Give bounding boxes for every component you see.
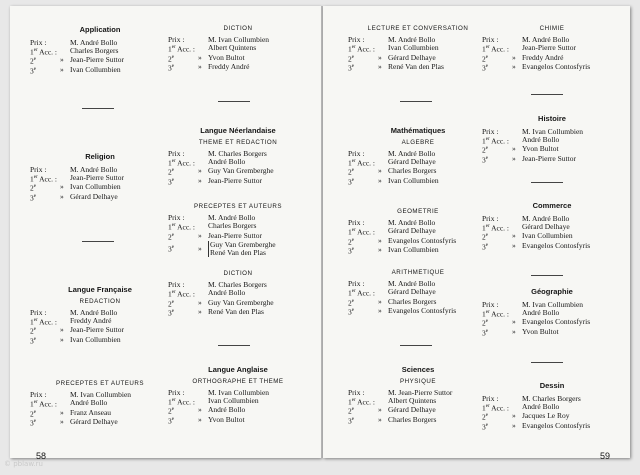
ditto-mark [512, 301, 522, 309]
award-row [30, 193, 170, 203]
ditto-mark: » [198, 175, 202, 185]
ditto-mark: » [198, 414, 202, 424]
award-rank: 2e [348, 54, 354, 64]
award-rank: 2e [482, 145, 488, 155]
award-rank: 3e [348, 307, 354, 317]
ditto-mark: » [378, 52, 382, 62]
ditto-mark: » [60, 417, 64, 427]
award-name: Ivan Collumbien [70, 182, 121, 191]
award-rank: 1er Acc. : [168, 289, 196, 299]
award-rank: 2e [168, 299, 174, 309]
separator-rule [400, 345, 432, 346]
ditto-mark: » [512, 62, 516, 72]
award-rank: 2e [482, 54, 488, 64]
ditto-mark: » [60, 182, 64, 191]
ditto-mark [198, 214, 208, 222]
section-subheading: THEME ET REDACTION [198, 138, 278, 146]
section-heading: PRECEPTES ET AUTEURS [194, 203, 282, 210]
ditto-mark [198, 36, 208, 44]
award-rank: Prix : [168, 148, 185, 158]
award-name: M. Ivan Collumbien [522, 299, 584, 309]
ditto-mark [378, 150, 388, 158]
section-heading: DICTION [223, 270, 253, 277]
prize-section [168, 26, 308, 73]
section-heading: Géographie [531, 287, 573, 296]
prize-section [482, 26, 622, 73]
award-name: Ivan Collumbien [388, 245, 439, 255]
award-name: René Van den Plas [210, 248, 266, 258]
award-name: André Bollo [208, 405, 246, 415]
ditto-mark: » [378, 235, 382, 245]
award-name: Jean-Pierre Suttor [70, 172, 124, 182]
award-rank: Prix : [348, 148, 365, 158]
award-rank: 1er Acc. : [168, 397, 196, 407]
separator-rule [218, 101, 250, 102]
award-name: Evangelos Contosfyris [522, 420, 591, 430]
ditto-mark: » [512, 144, 516, 153]
award-rank: 1er Acc. : [168, 44, 196, 54]
award-name: Evangelos Contosfyris [388, 235, 457, 245]
award-rank: 1er Acc. : [348, 227, 376, 237]
award-rank: 1er Acc. : [30, 317, 58, 327]
ditto-mark [378, 219, 388, 227]
award-rank: Prix : [168, 280, 185, 290]
award-name: M. Charles Borgers [208, 280, 267, 290]
section-heading: LECTURE ET CONVERSATION [367, 25, 469, 32]
ditto-mark: » [378, 166, 382, 176]
award-rank: 3e [168, 308, 174, 318]
ditto-mark: » [198, 166, 202, 176]
award-rank: 3e [348, 416, 354, 426]
award-name: Guy Van Gremberghe [208, 166, 274, 176]
award-name: Guy Van Gremberghe [210, 240, 276, 250]
award-name: M. André Bollo [388, 279, 436, 289]
ditto-mark [378, 280, 388, 288]
award-name: M. André Bollo [70, 164, 118, 174]
award-rank: 3e [168, 244, 174, 254]
section-heading: CHIMIE [539, 25, 565, 32]
award-rank: Prix : [482, 393, 499, 403]
award-rank: 3e [482, 422, 488, 431]
award-name: Ivan Collumbien [388, 43, 439, 53]
award-name: Ivan Collumbien [70, 334, 121, 344]
award-name: André Bollo [522, 307, 560, 317]
award-rank: 3e [348, 246, 354, 256]
section-heading: DICTION [223, 25, 253, 32]
section-heading: ARITHMETIQUE [391, 269, 445, 276]
award-rank: 1er Acc. : [30, 174, 58, 183]
ditto-mark: » [512, 52, 516, 62]
award-rank: 3e [482, 63, 488, 73]
award-rank: Prix : [348, 35, 365, 45]
award-rank: Prix : [168, 213, 185, 223]
award-name: Evangelos Contosfyris [522, 240, 591, 250]
ditto-mark: » [198, 307, 202, 317]
award-name: André Bollo [522, 401, 560, 411]
award-row [348, 177, 488, 187]
ditto-mark: » [198, 52, 202, 62]
award-name: Gérard Delhaye [388, 287, 436, 297]
separator-rule [531, 182, 563, 183]
prize-section [30, 26, 170, 75]
award-rank: 2e [168, 232, 174, 242]
award-name: M. André Bollo [70, 37, 118, 47]
separator-rule [400, 101, 432, 102]
ditto-mark [512, 36, 522, 44]
award-row [30, 336, 170, 346]
ditto-mark: » [198, 244, 202, 254]
prize-section [30, 286, 170, 345]
award-name: M. Charles Borgers [208, 148, 267, 158]
prize-section [168, 204, 308, 257]
award-rank: Prix : [482, 35, 499, 45]
ditto-mark: » [60, 407, 64, 417]
award-name: Yvon Bultot [208, 52, 245, 62]
award-rank: 2e [30, 326, 36, 336]
award-rank: 1er Acc. : [348, 44, 376, 54]
award-rank: 2e [482, 232, 488, 242]
award-rank: 3e [168, 416, 174, 426]
award-rank: 1er Acc. : [348, 288, 376, 298]
ditto-mark [198, 389, 208, 397]
prize-section [348, 366, 488, 425]
award-name: Charles Borgers [388, 414, 437, 424]
award-name: Ivan Collumbien [70, 64, 121, 74]
ditto-mark: » [512, 231, 516, 240]
section-heading: Commerce [532, 201, 572, 210]
ditto-mark [512, 395, 522, 403]
award-row [482, 422, 622, 432]
award-name: Charles Borgers [208, 221, 257, 231]
award-rank: 2e [482, 412, 488, 422]
award-name: Gérard Delhaye [388, 405, 436, 415]
ditto-mark: » [60, 334, 64, 344]
ditto-mark [60, 391, 70, 399]
ditto-mark [198, 281, 208, 289]
ditto-mark: » [378, 175, 382, 185]
award-name: M. André Bollo [208, 213, 256, 223]
ditto-mark [198, 150, 208, 158]
award-rank: 2e [482, 318, 488, 328]
separator-rule [82, 108, 114, 109]
award-name: M. Ivan Collumbien [522, 126, 584, 136]
ditto-mark: » [512, 326, 516, 336]
award-rank: 1er Acc. : [168, 222, 196, 232]
award-rank: 2e [348, 406, 354, 416]
award-name: M. André Bollo [522, 35, 570, 45]
award-rank: 1er Acc. : [482, 403, 510, 412]
award-name: Yvon Bultot [522, 144, 559, 153]
award-rank: 2e [30, 56, 36, 66]
tied-names [208, 241, 276, 257]
prize-section [482, 288, 622, 337]
ditto-mark [378, 36, 388, 44]
award-rank: 1er Acc. : [482, 136, 510, 145]
award-rank: 3e [30, 336, 36, 346]
ditto-mark: » [378, 62, 382, 72]
award-name: Gérard Delhaye [388, 52, 436, 62]
award-rank: 1er Acc. : [348, 397, 376, 407]
award-rank: 3e [482, 155, 488, 164]
award-rank: Prix : [30, 37, 47, 47]
ditto-mark: » [198, 405, 202, 415]
ditto-mark [60, 39, 70, 47]
section-heading: Langue Anglaise [208, 365, 268, 374]
award-rank: 2e [168, 54, 174, 64]
award-row [482, 328, 622, 338]
award-row [482, 242, 622, 252]
section-heading: Sciences [401, 365, 435, 374]
section-heading: PRECEPTES ET AUTEURS [56, 380, 144, 387]
award-rank: 2e [30, 409, 36, 419]
ditto-mark: » [378, 306, 382, 316]
award-name: Freddy André [208, 62, 250, 72]
section-subheading: PHYSIQUE [400, 377, 436, 385]
award-row [482, 155, 622, 165]
section-heading: GEOMETRIE [397, 208, 439, 215]
prize-section [482, 382, 622, 431]
award-rank: 1er Acc. : [482, 223, 510, 232]
award-rank: Prix : [30, 307, 47, 317]
award-name: Evangelos Contosfyris [388, 306, 457, 316]
award-name: Albert Quintens [388, 395, 437, 405]
award-rank: 2e [348, 298, 354, 308]
ditto-mark: » [60, 191, 64, 201]
award-name: Jacques Le Roy [522, 411, 570, 420]
section-heading: Application [79, 25, 121, 34]
award-name: René Van den Plas [388, 62, 444, 72]
section-heading: Langue Néerlandaise [200, 126, 276, 135]
ditto-mark [60, 309, 70, 317]
award-name: Ivan Collumbien [208, 395, 259, 405]
award-name: Freddy André [70, 315, 112, 325]
award-rank: Prix : [348, 387, 365, 397]
ditto-mark [512, 215, 522, 223]
award-name: André Bollo [208, 288, 246, 298]
award-rank: 3e [30, 193, 36, 202]
award-name: M. Charles Borgers [522, 393, 581, 403]
ditto-mark: » [198, 297, 202, 307]
section-heading: Histoire [538, 114, 566, 123]
ditto-mark: » [198, 230, 202, 240]
separator-rule [531, 362, 563, 363]
award-rank: Prix : [348, 279, 365, 289]
award-row [348, 63, 488, 73]
award-name: Gérard Delhaye [388, 226, 436, 236]
award-name: René Van den Plas [208, 307, 264, 317]
award-row [168, 308, 308, 318]
award-rank: 2e [30, 183, 36, 193]
award-rank: Prix : [348, 218, 365, 228]
prize-section [348, 127, 488, 186]
award-rank: 2e [168, 167, 174, 177]
ditto-mark: » [512, 240, 516, 250]
prize-section [482, 115, 622, 164]
prize-section [482, 202, 622, 251]
section-subheading: ALGEBRE [401, 138, 435, 146]
ditto-mark: » [378, 296, 382, 306]
award-name: Jean-Pierre Suttor [522, 153, 576, 163]
award-rank: 3e [30, 418, 36, 428]
award-name: Franz Anseau [70, 407, 112, 417]
watermark: © pblaw.ru [4, 460, 43, 468]
award-rank: 1er Acc. : [168, 158, 196, 168]
prize-section [168, 271, 308, 318]
award-row [30, 418, 170, 428]
ditto-mark [512, 128, 522, 136]
award-name: M. André Bollo [388, 148, 436, 158]
ditto-mark: » [378, 405, 382, 415]
award-name: Jean-Pierre Suttor [70, 325, 124, 335]
award-name: M. Jean-Pierre Suttor [388, 387, 453, 397]
award-row [482, 63, 622, 73]
separator-rule [531, 275, 563, 276]
tied-award-row [168, 241, 308, 257]
award-rank: 1er Acc. : [482, 309, 510, 318]
award-rank: 3e [348, 63, 354, 73]
award-name: Jean-Pierre Suttor [208, 230, 262, 240]
ditto-mark: » [60, 55, 64, 64]
award-row [348, 416, 488, 426]
award-rank: 2e [168, 406, 174, 416]
ditto-mark: » [512, 420, 516, 430]
page-number-left: 58 [36, 451, 47, 461]
award-row [348, 246, 488, 256]
prize-section [348, 270, 488, 317]
award-rank: Prix : [168, 387, 185, 397]
award-rank: 3e [482, 242, 488, 251]
award-rank: 3e [168, 63, 174, 73]
award-name: Gérard Delhaye [70, 417, 118, 427]
separator-rule [82, 241, 114, 242]
ditto-mark: » [60, 64, 64, 74]
award-name: Gérard Delhaye [388, 156, 436, 166]
ditto-mark: » [378, 414, 382, 424]
award-rank: 1er Acc. : [482, 44, 510, 54]
award-name: M. Ivan Collumbien [208, 387, 270, 397]
award-name: M. Ivan Collumbien [208, 35, 270, 45]
separator-rule [218, 345, 250, 346]
award-name: Charles Borgers [70, 45, 119, 55]
award-rank: 3e [482, 328, 488, 337]
award-rank: Prix : [30, 164, 47, 174]
award-name: M. André Bollo [388, 218, 436, 228]
award-rank: 1er Acc. : [30, 47, 58, 56]
award-name: Albert Quintens [208, 43, 257, 53]
separator-rule [531, 94, 563, 95]
prize-section [30, 381, 170, 428]
award-name: Jean-Pierre Suttor [522, 43, 576, 53]
award-rank: 1er Acc. : [30, 399, 58, 409]
award-name: M. Ivan Collumbien [70, 390, 132, 400]
award-name: M. André Bollo [70, 307, 118, 317]
prize-section [168, 366, 308, 425]
award-name: Guy Van Gremberghe [208, 297, 274, 307]
award-row [168, 63, 308, 73]
ditto-mark: » [512, 411, 516, 420]
award-row [168, 177, 308, 187]
award-name: Evangelos Contosfyris [522, 62, 591, 72]
award-name: André Bollo [522, 134, 560, 144]
award-name: Charles Borgers [388, 166, 437, 176]
award-rank: 2e [348, 167, 354, 177]
prize-section [30, 153, 170, 202]
ditto-mark [60, 166, 70, 174]
award-row [348, 307, 488, 317]
award-name: Freddy André [522, 52, 564, 62]
ditto-mark: » [198, 62, 202, 72]
award-rank: 3e [168, 177, 174, 187]
award-name: Gérard Delhaye [522, 221, 570, 231]
award-name: Ivan Collumbien [388, 175, 439, 185]
section-subheading: ORTHOGRAPHE ET THEME [192, 377, 284, 385]
section-heading: Mathématiques [390, 126, 446, 135]
award-rank: Prix : [168, 35, 185, 45]
award-name: M. André Bollo [522, 213, 570, 223]
award-row [168, 416, 308, 426]
award-rank: Prix : [482, 126, 499, 136]
section-heading: Dessin [539, 381, 565, 390]
award-rank: Prix : [482, 299, 499, 309]
award-rank: 1er Acc. : [348, 158, 376, 168]
ditto-mark: » [378, 245, 382, 255]
award-name: Charles Borgers [388, 296, 437, 306]
award-rank: Prix : [482, 213, 499, 223]
award-name: Jean-Pierre Suttor [70, 55, 124, 64]
award-name: Yvon Bultot [208, 414, 245, 424]
award-name: Jean-Pierre Suttor [208, 175, 262, 185]
prize-section [168, 127, 308, 186]
award-rank: 3e [348, 177, 354, 187]
award-name: M. André Bollo [388, 35, 436, 45]
section-heading: Langue Française [68, 285, 132, 294]
award-name: André Bollo [208, 156, 246, 166]
section-subheading: REDACTION [79, 297, 121, 305]
prize-section [348, 26, 488, 73]
award-rank: 2e [348, 237, 354, 247]
award-rank: Prix : [30, 390, 47, 400]
award-name: Ivan Collumbien [522, 231, 573, 240]
section-heading: Religion [85, 152, 115, 161]
award-name: Evangelos Contosfyris [522, 317, 591, 326]
award-row [30, 66, 170, 76]
ditto-mark [378, 389, 388, 397]
award-name: André Bollo [70, 398, 108, 408]
award-name: Gérard Delhaye [70, 191, 118, 201]
ditto-mark: » [60, 325, 64, 335]
award-rank: 3e [30, 66, 36, 75]
ditto-mark: » [512, 317, 516, 326]
ditto-mark: » [512, 153, 516, 163]
prize-section [348, 209, 488, 256]
page-number-right: 59 [600, 451, 611, 461]
award-name: Yvon Bultot [522, 326, 559, 336]
